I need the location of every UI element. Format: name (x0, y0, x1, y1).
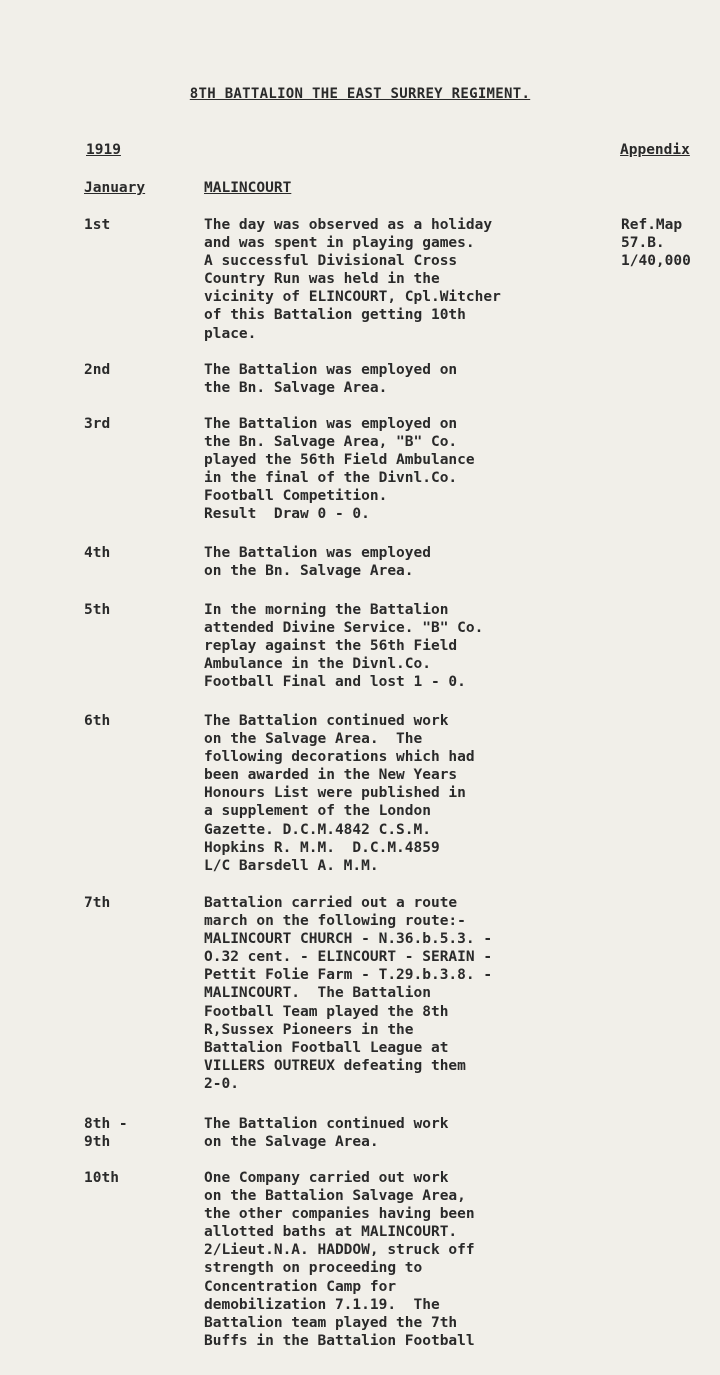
entry-text: One Company carried out work on the Battalion Salvage Area, the other companies having been allotted baths at MALINCOURT. 2/Lieut.N.A. HADDOW, struck off strength on proceeding to Concentration Camp for demobilization 7.1.19. The Battalion team played the 7th Buffs in the Battalion Football (204, 1170, 475, 1349)
entry-text: The Battalion was employed on the Bn. Salvage Area, "B" Co. played the 56th Field Ambulance in the final of the Divnl.Co. Football Competition. Result Draw 0 - 0. (204, 416, 475, 523)
month-heading: January (84, 180, 146, 196)
entry-text: The Battalion continued work on the Salvage Area. The following decorations which had been awarded in the New Years Honours List were published in a supplement of the London Gazette. D.C.M.4842 C.S.M. Hopkins R. M.M. D.C.M.4859 L/C Barsdell A. M.M. (204, 713, 475, 874)
entry-date: 8th - 9th (84, 1116, 128, 1150)
appendix-heading: Appendix (620, 142, 690, 158)
entry-date: 1st (84, 217, 111, 233)
entry-text: Battalion carried out a route march on the following route:- MALINCOURT CHURCH - N.36.b.5.3. - O.32 cent. - ELINCOURT - SERAIN - Pettit Folie Farm - T.29.b.3.8. - MALINCOURT. The Battalion Football Team played the 8th R,Sussex Pioneers in the Battalion Football League at VILLERS OUTREUX defeating them 2-0. (204, 895, 493, 1092)
entry-text: The day was observed as a holiday and was spent in playing games. A successful Divisional Cross Country Run was held in the vicinity of ELINCOURT, Cpl.Witcher of this Battalion getting 10th place. (204, 217, 501, 342)
entry-date: 4th (84, 545, 111, 561)
entry-date: 7th (84, 895, 111, 911)
ref-map-note: Ref.Map 57.B. 1/40,000 (621, 217, 691, 270)
document-title: 8TH BATTALION THE EAST SURREY REGIMENT. (189, 86, 531, 102)
entry-date: 3rd (84, 416, 111, 432)
entry-date: 5th (84, 602, 111, 618)
entry-date: 6th (84, 713, 111, 729)
entry-text: The Battalion was employed on the Bn. Salvage Area. (204, 545, 431, 580)
entry-text: In the morning the Battalion attended Divine Service. "B" Co. replay against the 56th Field Ambulance in the Divnl.Co. Football Final and lost 1 - 0. (204, 602, 484, 691)
entry-date: 10th (84, 1170, 119, 1186)
entry-text: The Battalion continued work on the Salvage Area. (204, 1116, 449, 1151)
year-heading: 1919 (86, 142, 121, 158)
entry-date: 2nd (84, 362, 111, 378)
place-heading: MALINCOURT (204, 180, 292, 196)
entry-text: The Battalion was employed on the Bn. Salvage Area. (204, 362, 458, 397)
